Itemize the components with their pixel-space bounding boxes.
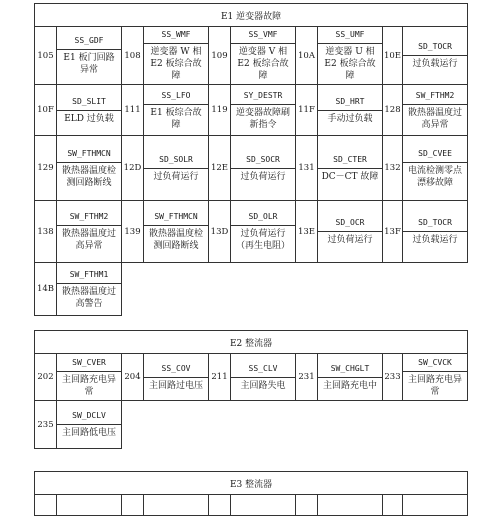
signal-name: SD_TOCR (403, 215, 467, 232)
table-title-row (35, 4, 468, 27)
fault-entry (57, 263, 122, 316)
signal-name: SD_OLR (231, 209, 295, 226)
fault-code: 202 (35, 354, 57, 401)
fault-entry (318, 27, 383, 85)
fault-code: 131 (296, 136, 318, 201)
signal-name: SW_FTHMCN (144, 209, 208, 226)
fault-code: 12D (122, 136, 144, 201)
fault-code: 132 (383, 136, 403, 201)
signal-name: SD_SOLR (144, 152, 208, 169)
signal-name: SD_OCR (318, 215, 382, 232)
table-row (35, 263, 468, 316)
table-title-row (35, 331, 468, 354)
fault-code: 233 (383, 354, 403, 401)
signal-name: SD_SLIT (57, 94, 121, 111)
fault-code: 139 (122, 201, 144, 263)
fault-entry (318, 136, 383, 201)
fault-code: 13D (209, 201, 231, 263)
fault-code: 10E (383, 27, 403, 85)
table-row (35, 136, 468, 201)
fault-description: 散热器温度过高异常 (408, 107, 463, 130)
table-row (35, 354, 468, 401)
fault-code: 111 (122, 85, 144, 136)
fault-code: 138 (35, 201, 57, 263)
fault-code: 108 (122, 27, 144, 85)
fault-entry (144, 201, 209, 263)
fault-code: 235 (35, 401, 57, 449)
fault-entry (231, 201, 296, 263)
signal-name: SD_SOCR (231, 152, 295, 169)
fault-entry (57, 85, 122, 136)
fault-entry (144, 85, 209, 136)
empty-cell (318, 401, 383, 449)
empty-cell (144, 263, 209, 316)
fault-description: 主回路充电中 (322, 380, 377, 391)
e1-inverter-fault-table (34, 3, 468, 316)
fault-description: 散热器温度过高警告 (61, 286, 116, 309)
fault-description: 主回路充电异常 (408, 374, 463, 397)
fault-entry (231, 85, 296, 136)
fault-entry (403, 136, 468, 201)
fault-code: 128 (383, 85, 403, 136)
signal-name: SS_LFO (144, 88, 208, 105)
signal-name: SD_CVEE (403, 146, 467, 163)
fault-entry (231, 136, 296, 201)
fault-entry (403, 201, 468, 263)
fault-description: E1 板门回路异常 (63, 53, 115, 75)
fault-code: 105 (35, 27, 57, 85)
empty-cell (296, 263, 318, 316)
signal-name: SS_GDF (57, 33, 121, 50)
signal-name: SS_VMF (231, 27, 295, 44)
fault-code: 14B (35, 263, 57, 316)
fault-code: 204 (122, 354, 144, 401)
fault-description: 散热器温度过高异常 (61, 229, 116, 251)
fault-entry (144, 136, 209, 201)
fault-description: 逆变器 W 相 E2 板综合故障 (150, 47, 202, 81)
fault-entry (231, 354, 296, 401)
fault-description: E1 板综合故障 (150, 107, 202, 130)
empty-cell (403, 401, 468, 449)
fault-code: 211 (209, 354, 231, 401)
fault-description: ELD 过负载 (64, 113, 114, 124)
fault-entry (318, 85, 383, 136)
fault-entry (57, 354, 122, 401)
fault-entry (403, 85, 468, 136)
fault-description: 散热器温度检测回路断线 (148, 229, 203, 251)
fault-description: 过负荷运行 (153, 171, 199, 182)
table-row (35, 401, 468, 449)
fault-code: 13E (296, 201, 318, 263)
empty-cell (231, 263, 296, 316)
fault-description: 过负荷运行（再生电阻） (235, 229, 290, 251)
fault-code: 11F (296, 85, 318, 136)
fault-code: 10F (35, 85, 57, 136)
fault-description: 主回路失电 (240, 380, 286, 391)
section-title: E3 整流器 (35, 472, 468, 495)
signal-name: SW_CHGLT (318, 361, 382, 378)
fault-entry (57, 27, 122, 85)
fault-entry (57, 136, 122, 201)
signal-name: SW_FTHM2 (403, 88, 467, 105)
table-row (35, 201, 468, 263)
fault-description: 逆变器 U 相 E2 板综合故障 (324, 47, 376, 81)
signal-name: SW_FTHM1 (57, 267, 121, 284)
fault-description: 过负载运行 (412, 59, 458, 69)
signal-name: SW_CVCK (403, 355, 467, 372)
empty-cell (383, 263, 403, 316)
empty-cell (231, 401, 296, 449)
signal-name: SS_COV (144, 361, 208, 378)
signal-name: SD_HRT (318, 94, 382, 111)
empty-cell (209, 263, 231, 316)
fault-code: 13F (383, 201, 403, 263)
fault-description: 散热器温度检测回路断线 (61, 165, 116, 188)
table-row (35, 27, 468, 85)
signal-name: SD_TOCR (403, 39, 467, 56)
signal-name: SY_DESTR (231, 88, 295, 105)
section-title: E1 逆变器故障 (35, 4, 468, 27)
signal-name: SD_CTER (318, 152, 382, 169)
empty-cell (122, 401, 144, 449)
signal-name: SS_UMF (318, 27, 382, 44)
fault-entry (318, 354, 383, 401)
empty-cell (383, 401, 403, 449)
fault-code: 231 (296, 354, 318, 401)
fault-code: 10A (296, 27, 318, 85)
fault-description: 主回路过电压 (148, 380, 203, 391)
fault-description: 主回路充电异常 (61, 374, 116, 397)
fault-entry (57, 201, 122, 263)
fault-description: 过负载运行 (412, 235, 458, 245)
e2-rectifier-table (34, 330, 468, 449)
fault-entry (403, 27, 468, 85)
signal-name: SS_WMF (144, 27, 208, 44)
signal-name: SW_CVER (57, 355, 121, 372)
fault-description: 过负荷运行 (240, 171, 286, 182)
fault-entry (231, 27, 296, 85)
fault-description: 过负荷运行 (327, 235, 373, 245)
empty-cell (403, 263, 468, 316)
empty-cell (144, 401, 209, 449)
empty-cell (296, 401, 318, 449)
fault-code: 109 (209, 27, 231, 85)
fault-entry (57, 401, 122, 449)
empty-cell (209, 401, 231, 449)
signal-name: SW_FTHM2 (57, 209, 121, 226)
fault-code: 129 (35, 136, 57, 201)
fault-description: 逆变器故障刷新指令 (235, 107, 290, 130)
fault-entry (144, 354, 209, 401)
fault-description: DC－CT 故障 (321, 171, 379, 182)
empty-cell (318, 263, 383, 316)
fault-code: 12E (209, 136, 231, 201)
table-row (35, 495, 468, 516)
fault-description: 逆变器 V 相 E2 板综合故障 (237, 47, 289, 81)
fault-description: 手动过负载 (327, 113, 373, 124)
fault-entry (144, 27, 209, 85)
fault-description: 主回路低电压 (61, 428, 116, 438)
fault-entry (318, 201, 383, 263)
empty-cell (122, 263, 144, 316)
table-title-row (35, 472, 468, 495)
fault-code: 119 (209, 85, 231, 136)
e3-rectifier-table (34, 471, 468, 516)
fault-description: 电流检测零点漂移故障 (408, 165, 463, 188)
fault-entry (403, 354, 468, 401)
table-row (35, 85, 468, 136)
signal-name: SS_CLV (231, 361, 295, 378)
section-title: E2 整流器 (35, 331, 468, 354)
signal-name: SW_FTHMCN (57, 146, 121, 163)
signal-name: SW_DCLV (57, 408, 121, 425)
